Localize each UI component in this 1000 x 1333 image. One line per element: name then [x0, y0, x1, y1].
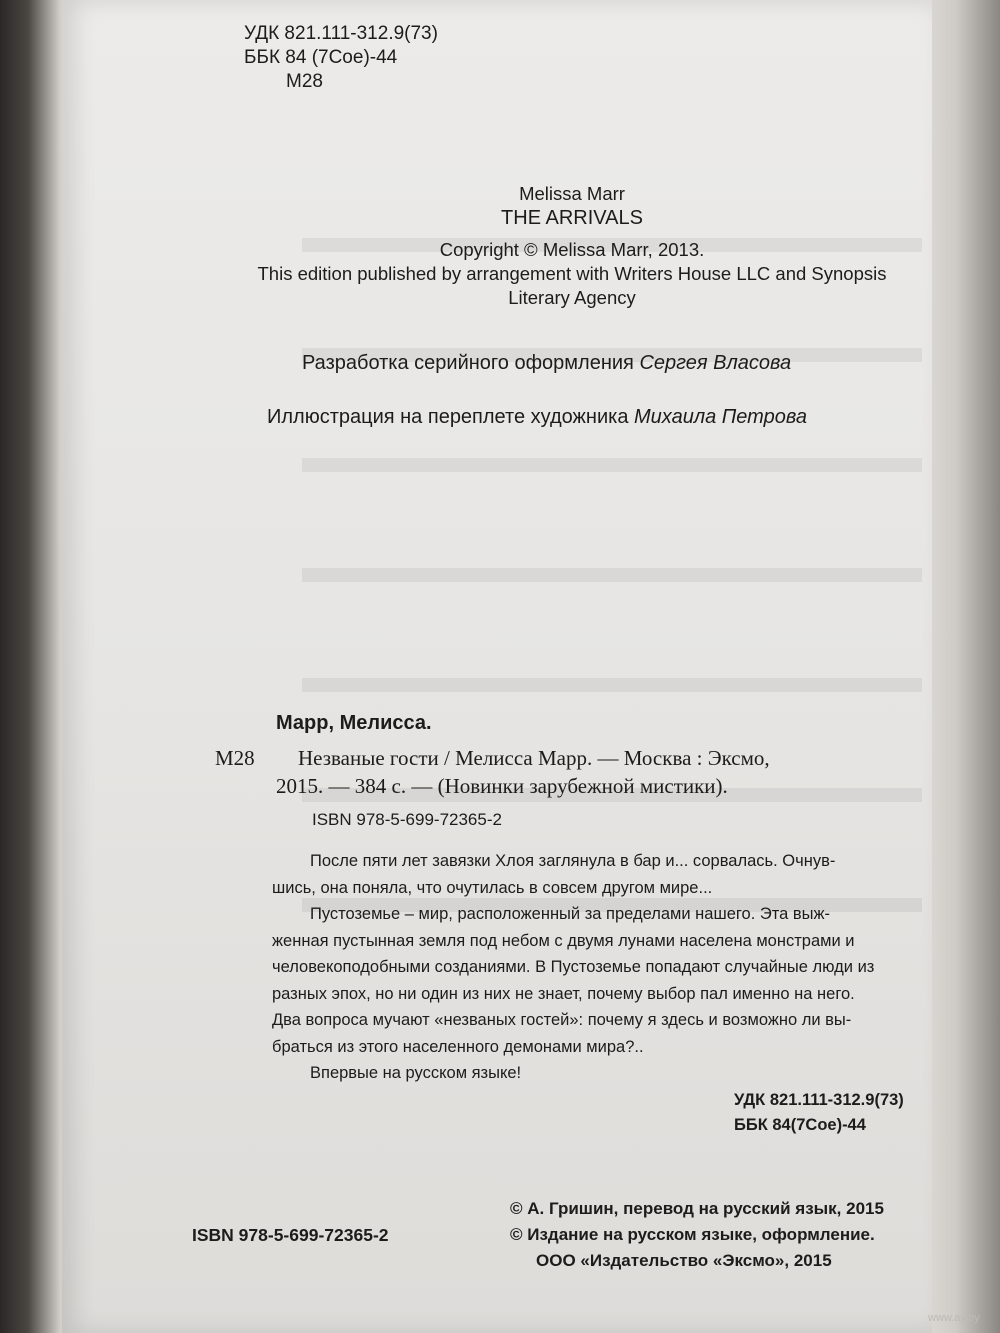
udk-code: УДК 821.111-312.9(73)	[244, 23, 438, 44]
copyright-page	[62, 0, 932, 1333]
bib-line-1: Незваные гости / Мелисса Марр. — Москва : Эксмо,	[298, 746, 770, 770]
bib-line-2: 2015. — 384 с. — (Новинки зарубежной мистики).	[276, 774, 728, 798]
book-spine-edge	[0, 0, 70, 1333]
annotation-line: Впервые на русском языке!	[310, 1064, 522, 1082]
bib-isbn: ISBN 978-5-699-72365-2	[312, 810, 502, 829]
design-credit-name: Сергея Власова	[639, 352, 792, 374]
design-credit-prefix: Разработка серийного оформления	[302, 352, 634, 374]
annotation-line: шись, она поняла, что очутилась в совсем другом мире...	[272, 878, 713, 897]
edition-line-1: This edition published by arrangement with Writers House LLC and Synopsis	[257, 263, 887, 284]
original-edition-block	[252, 182, 892, 310]
bib-author: Марр, Мелисса.	[276, 712, 432, 734]
original-title: THE ARRIVALS	[501, 207, 643, 229]
copyright-line: ООО «Издательство «Эксмо», 2015	[536, 1251, 832, 1270]
bbk-code: ББК 84(7Сое)-44	[734, 1116, 866, 1134]
udk-block-top	[244, 22, 438, 94]
udk-block-bottom	[734, 1088, 904, 1138]
original-copyright: Copyright © Melissa Marr, 2013.	[439, 239, 705, 260]
annotation-line: человекоподобными созданиями. В Пустоземье попадают случайные люди из	[272, 958, 875, 976]
bbk-code: ББК 84 (7Сое)-44	[244, 47, 398, 68]
isbn-bottom: ISBN 978-5-699-72365-2	[192, 1225, 389, 1245]
russian-copyright	[510, 1196, 884, 1274]
annotation-line: женная пустынная земля под небом с двумя лунами населена монстрами и	[272, 931, 855, 950]
copyright-line: © Издание на русском языке, оформление.	[510, 1225, 875, 1244]
edition-line-2: Literary Agency	[508, 287, 636, 308]
annotation-line: браться из этого населенного демонами мира?..	[272, 1037, 644, 1056]
annotation-line: После пяти лет завязки Хлоя заглянула в бар и... сорвалась. Очнув-	[310, 852, 836, 870]
book-right-edge	[925, 0, 1000, 1333]
bib-author-mark: М28	[215, 746, 255, 770]
illus-credit-prefix: Иллюстрация на переплете художника	[267, 406, 629, 428]
illustration-credit	[267, 406, 807, 429]
annotation-line: Два вопроса мучают «незваных гостей»: почему я здесь и возможно ли вы-	[272, 1011, 852, 1029]
annotation	[272, 848, 922, 1087]
copyright-line: © А. Гришин, перевод на русский язык, 2015	[510, 1199, 884, 1218]
author-mark: М28	[286, 71, 323, 92]
annotation-line: разных эпох, но ни один из них не знает, почему выбор пал именно на него.	[272, 984, 855, 1003]
illus-credit-name: Михаила Петрова	[634, 406, 807, 428]
site-watermark: www.ay.by	[928, 1312, 980, 1324]
udk-code: УДК 821.111-312.9(73)	[734, 1091, 904, 1109]
annotation-line: Пустоземье – мир, расположенный за пределами нашего. Эта выж-	[310, 905, 831, 923]
series-design-credit	[302, 352, 791, 375]
original-author: Melissa Marr	[519, 183, 625, 204]
